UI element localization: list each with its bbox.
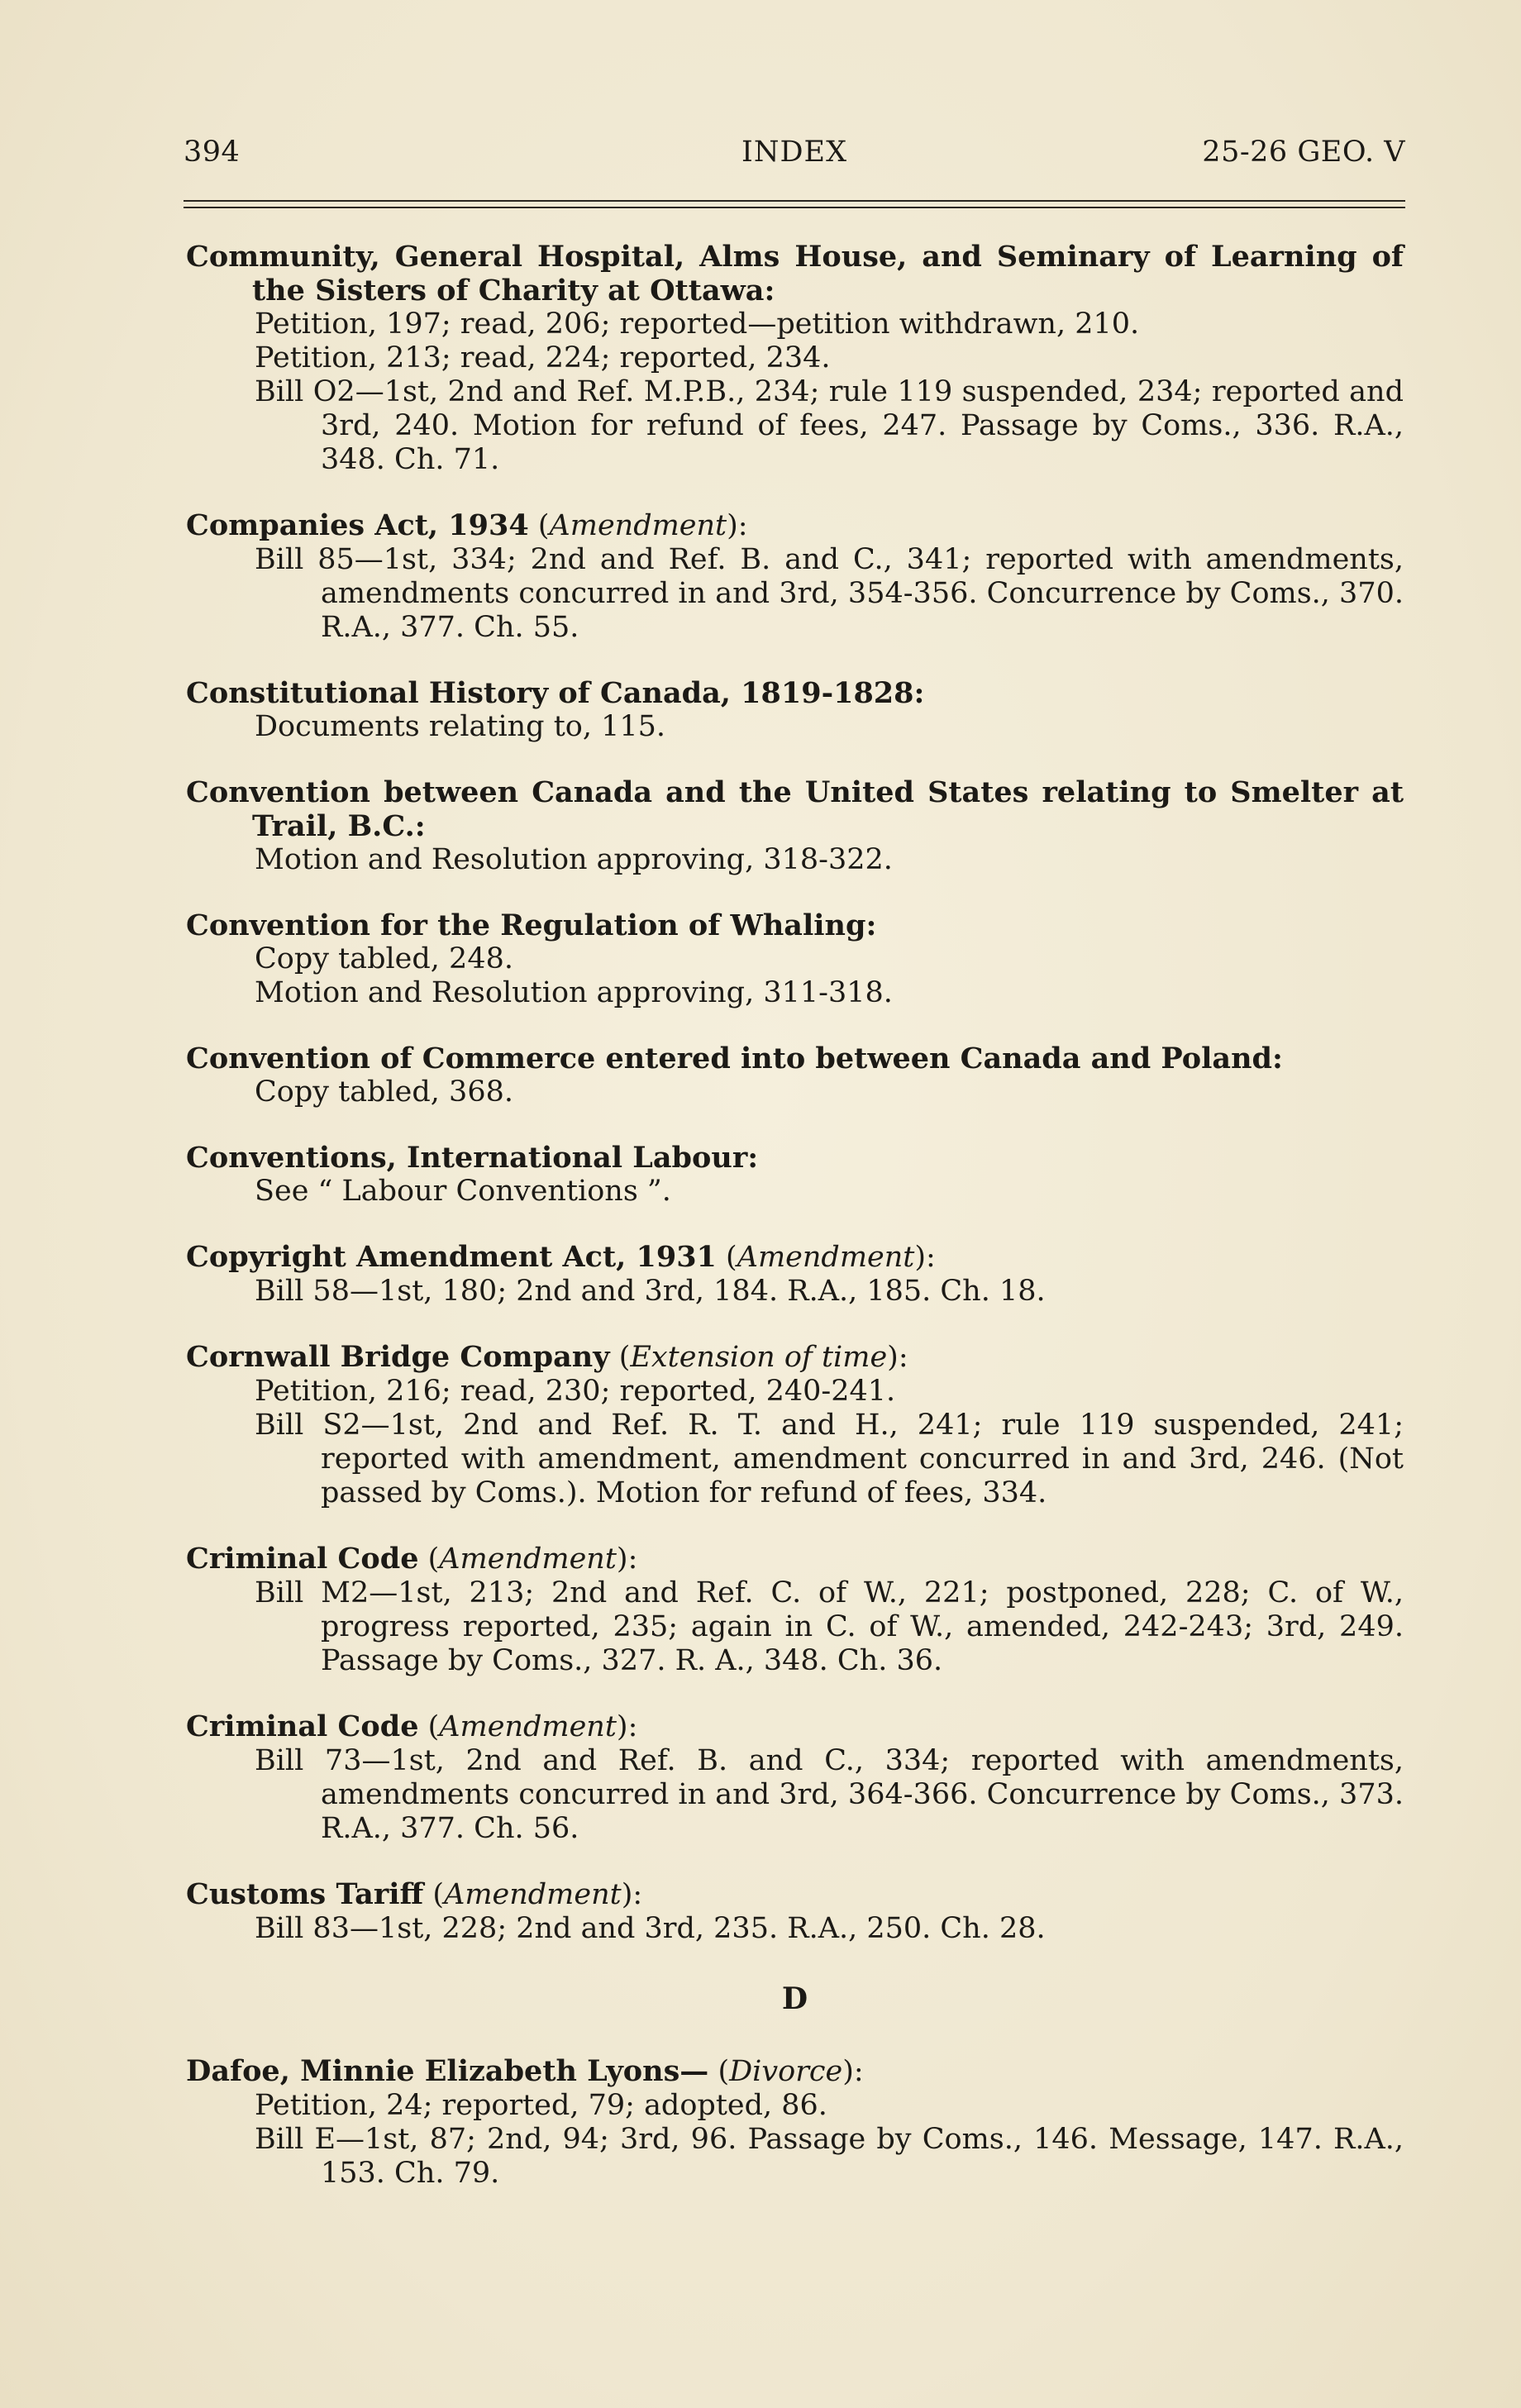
entry-colon: :	[632, 1878, 643, 1911]
entry-line: See “ Labour Conventions ”.	[255, 1175, 671, 1208]
entry-heading	[186, 676, 1404, 710]
entry-colon: :	[737, 509, 748, 542]
entry-qualifier: (Amendment):	[423, 1878, 643, 1911]
entry-heading-text: Convention of Commerce entered into between Canada and Poland:	[186, 1042, 1283, 1075]
entry-heading-text: Cornwall Bridge Company	[186, 1340, 610, 1374]
entry-qualifier-text: Amendment	[737, 1241, 915, 1274]
volume-reference: 25-26 GEO. V	[1202, 136, 1405, 169]
entry-line: Bill 58—1st, 180; 2nd and 3rd, 184. R.A., 185. Ch. 18.	[255, 1275, 1046, 1308]
entry-heading-text: Convention between Canada and the United States relating to Smelter at Trail, B.C.:	[186, 775, 1404, 843]
index-entry	[186, 908, 1404, 1010]
entry-heading	[186, 2054, 1404, 2089]
entry-heading	[186, 240, 1404, 308]
entry-colon: :	[627, 1543, 638, 1576]
entry-line: Motion and Resolution approving, 318-322.	[255, 843, 893, 876]
index-entry	[186, 1340, 1404, 1510]
entry-line: Copy tabled, 248.	[255, 942, 513, 975]
entry-line: Bill O2—1st, 2nd and Ref. M.P.B., 234; rule 119 suspended, 234; reported and 3rd, 240. Motion for refund of fees, 247. Passage by Coms., 336. R.A., 348. Ch. 71.	[255, 375, 1404, 476]
index-entry	[186, 1042, 1404, 1109]
entry-colon: :	[898, 1341, 908, 1374]
entry-heading-text: Criminal Code	[186, 1709, 419, 1743]
entry-line: Petition, 24; reported, 79; adopted, 86.	[255, 2089, 827, 2122]
entry-heading-text: Community, General Hospital, Alms House, and Seminary of Learning of the Sisters of Charity at Ottawa:	[186, 240, 1404, 308]
entry-qualifier-text: Extension of time	[630, 1341, 888, 1374]
entry-heading	[186, 1542, 1404, 1576]
entry-heading	[186, 1042, 1404, 1075]
entry-heading	[186, 508, 1404, 543]
index-section-d	[186, 2054, 1404, 2191]
index-entry	[186, 1542, 1404, 1678]
entry-line: Bill 83—1st, 228; 2nd and 3rd, 235. R.A., 250. Ch. 28.	[255, 1912, 1046, 1945]
index-entry	[186, 1709, 1404, 1846]
entry-heading-text: Copyright Amendment Act, 1931	[186, 1240, 717, 1274]
entry-line: Bill S2—1st, 2nd and Ref. R. T. and H., 241; rule 119 suspended, 241; reported with amendment, amendment concurred in and 3rd, 246. (Not passed by Coms.). Motion for refund of fees, 334.	[255, 1409, 1404, 1509]
index-entry	[186, 240, 1404, 477]
entry-qualifier: (Divorce):	[708, 2055, 864, 2088]
entry-heading	[186, 775, 1404, 843]
entry-heading	[186, 1709, 1404, 1744]
index-entry	[186, 508, 1404, 645]
entry-line: Documents relating to, 115.	[255, 710, 666, 743]
header-rule-bottom	[184, 207, 1405, 208]
entry-heading-text: Conventions, International Labour:	[186, 1141, 759, 1175]
entry-qualifier: (Amendment):	[418, 1543, 638, 1576]
section-letter: D	[781, 1981, 808, 2016]
entry-line: Bill 73—1st, 2nd and Ref. B. and C., 334; reported with amendments, amendments concurred in and 3rd, 364-366. Concurrence by Coms., 373. R.A., 377. Ch. 56.	[255, 1744, 1404, 1845]
entry-qualifier-text: Amendment	[444, 1878, 622, 1911]
header-rule-top	[184, 200, 1405, 202]
entry-heading-text: Customs Tariff	[186, 1877, 424, 1911]
entry-heading-text: Companies Act, 1934	[186, 508, 529, 542]
entry-heading	[186, 1141, 1404, 1175]
entry-qualifier: (Amendment):	[418, 1710, 638, 1743]
entry-colon: :	[627, 1710, 638, 1743]
entry-heading-text: Dafoe, Minnie Elizabeth Lyons—	[186, 2054, 709, 2088]
index-entry	[186, 1141, 1404, 1209]
entry-colon: :	[926, 1241, 936, 1274]
running-title: INDEX	[741, 136, 847, 169]
index-section-c	[186, 240, 1404, 1946]
entry-heading	[186, 1340, 1404, 1375]
entry-heading-text: Convention for the Regulation of Whaling:	[186, 908, 877, 942]
entry-line: Petition, 216; read, 230; reported, 240-241.	[255, 1375, 896, 1408]
entry-qualifier-text: Amendment	[439, 1543, 617, 1576]
entry-qualifier-text: Amendment	[549, 509, 727, 542]
entry-heading	[186, 1877, 1404, 1912]
entry-line: Bill M2—1st, 213; 2nd and Ref. C. of W., 221; postponed, 228; C. of W., progress reported, 235; again in C. of W., amended, 242-243; 3rd, 249. Passage by Coms., 327. R. A., 348. Ch. 36.	[255, 1576, 1404, 1677]
entry-qualifier: (Amendment):	[528, 509, 748, 542]
entry-qualifier-text: Divorce	[729, 2055, 843, 2088]
index-entry	[186, 2054, 1404, 2191]
entry-line: Copy tabled, 368.	[255, 1075, 513, 1109]
entry-qualifier-text: Amendment	[439, 1710, 617, 1743]
index-entry	[186, 1877, 1404, 1946]
index-entry	[186, 1240, 1404, 1309]
entry-line: Petition, 213; read, 224; reported, 234.	[255, 341, 831, 374]
entry-qualifier: (Amendment):	[716, 1241, 936, 1274]
entry-heading	[186, 908, 1404, 942]
entry-line: Motion and Resolution approving, 311-318.	[255, 976, 893, 1009]
page-number: 394	[184, 136, 241, 169]
running-head	[184, 136, 1405, 177]
entry-heading-text: Criminal Code	[186, 1542, 419, 1576]
entry-heading	[186, 1240, 1404, 1275]
index-entry	[186, 676, 1404, 744]
entry-line: Bill E—1st, 87; 2nd, 94; 3rd, 96. Passage by Coms., 146. Message, 147. R.A., 153. Ch. 79.	[255, 2123, 1404, 2190]
entry-line: Petition, 197; read, 206; reported—petition withdrawn, 210.	[255, 308, 1140, 341]
index-entry	[186, 775, 1404, 877]
entry-colon: :	[853, 2055, 864, 2088]
index-body	[186, 240, 1404, 2222]
entry-line: Bill 85—1st, 334; 2nd and Ref. B. and C., 341; reported with amendments, amendments concurred in and 3rd, 354-356. Concurrence by Coms., 370. R.A., 377. Ch. 55.	[255, 543, 1404, 644]
entry-heading-text: Constitutional History of Canada, 1819-1828:	[186, 676, 925, 710]
entry-qualifier: (Extension of time):	[609, 1341, 908, 1374]
